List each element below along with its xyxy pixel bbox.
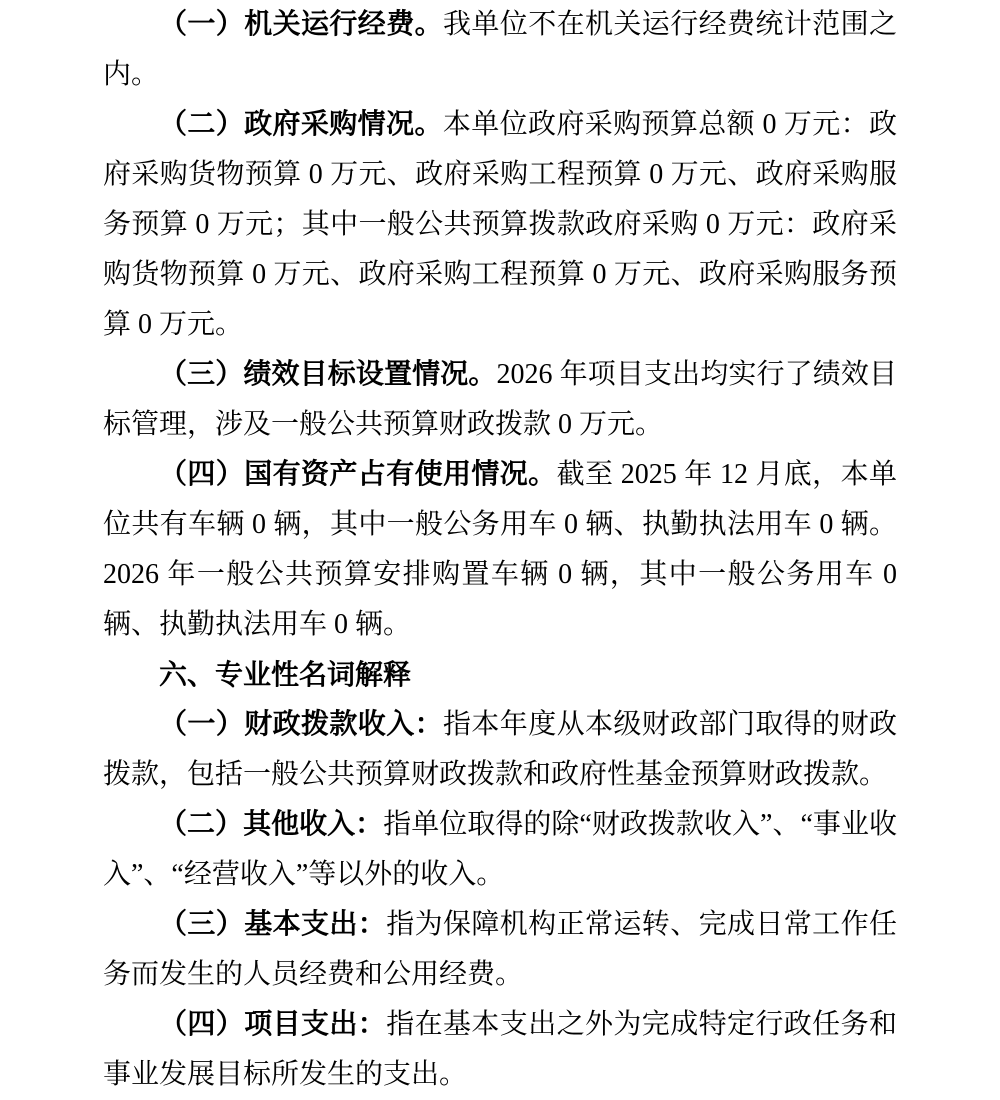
paragraph-project-expenditure — [103, 1000, 897, 1100]
paragraph-lead: （四）项目支出： — [159, 1009, 387, 1040]
paragraph-lead: （一）机关运行经费。 — [159, 9, 443, 40]
paragraph-performance-targets — [103, 350, 897, 450]
paragraph-lead: （二）其他收入： — [159, 809, 384, 840]
paragraph-body: 指为保障机构正常运转、完成日常工作任务而发生的人员经费和公用经费。 — [103, 909, 897, 990]
paragraph-body: 指在基本支出之外为完成特定行政任务和事业发展目标所发生的支出。 — [103, 1009, 897, 1090]
paragraph-agency-operating-funds — [103, 0, 897, 100]
paragraph-other-income — [103, 800, 897, 900]
paragraph-lead: （四）国有资产占有使用情况。 — [159, 459, 557, 490]
paragraph-fiscal-appropriation-income — [103, 700, 897, 800]
paragraph-body: 截至 2025 年 12 月底，本单位共有车辆 0 辆，其中一般公务用车 0 辆、执勤执法用车 0 辆。2026 年一般公共预算安排购置车辆 0 辆，其中一般公务用车 0 辆、执勤执法用车 0 辆。 — [103, 459, 897, 640]
paragraph-lead: （二）政府采购情况。 — [159, 109, 443, 140]
paragraph-body: 我单位不在机关运行经费统计范围之内。 — [103, 9, 897, 90]
paragraph-lead: （三）绩效目标设置情况。 — [159, 359, 497, 390]
paragraph-government-procurement — [103, 100, 897, 350]
paragraph-lead: （一）财政拨款收入： — [159, 709, 443, 740]
paragraph-lead: （三）基本支出： — [159, 909, 387, 940]
paragraph-state-assets — [103, 450, 897, 650]
paragraph-body: 2026 年项目支出均实行了绩效目标管理，涉及一般公共预算财政拨款 0 万元。 — [103, 359, 897, 440]
paragraph-body: 指本年度从本级财政部门取得的财政拨款，包括一般公共预算财政拨款和政府性基金预算财政拨款。 — [103, 709, 897, 790]
section-heading-terms-glossary: 六、专业性名词解释 — [159, 659, 412, 690]
paragraph-body: 指单位取得的除“财政拨款收入”、“事业收入”、“经营收入”等以外的收入。 — [103, 809, 897, 890]
paragraph-body: 本单位政府采购预算总额 0 万元：政府采购货物预算 0 万元、政府采购工程预算 0 万元、政府采购服务预算 0 万元；其中一般公共预算拨款政府采购 0 万元：政府采购货物预算 0 万元、政府采购工程预算 0 万元、政府采购服务预算 0 万元。 — [103, 109, 897, 340]
paragraph-basic-expenditure — [103, 900, 897, 1000]
